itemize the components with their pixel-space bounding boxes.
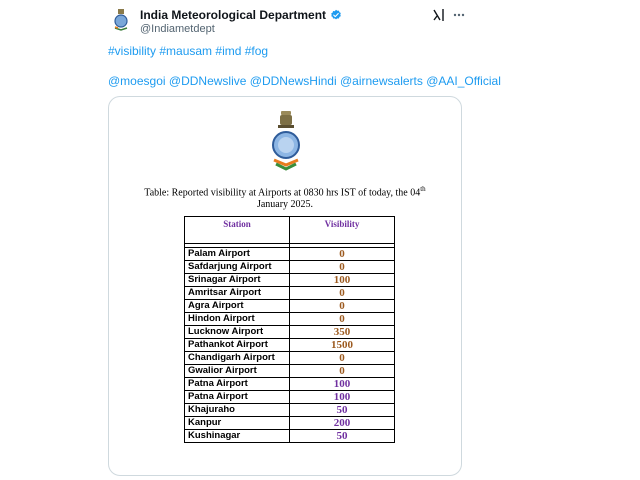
station-cell: Kushinagar: [185, 430, 290, 443]
verified-badge-icon: [330, 9, 342, 21]
mention-link[interactable]: @DDNewsHindi: [249, 74, 337, 88]
station-cell: Kanpur: [185, 417, 290, 430]
visibility-cell: 0: [290, 287, 395, 300]
visibility-cell: 100: [290, 378, 395, 391]
visibility-cell: 0: [290, 300, 395, 313]
hashtag-line: [108, 44, 268, 58]
station-cell: Hindon Airport: [185, 313, 290, 326]
table-row: [185, 430, 395, 443]
table-row: [185, 417, 395, 430]
station-cell: Agra Airport: [185, 300, 290, 313]
hashtag-link[interactable]: #mausam: [159, 44, 213, 58]
visibility-cell: 0: [290, 248, 395, 261]
visibility-cell: 1500: [290, 339, 395, 352]
visibility-cell: 0: [290, 365, 395, 378]
visibility-cell: 50: [290, 404, 395, 417]
station-cell: Khajuraho: [185, 404, 290, 417]
grok-icon[interactable]: [432, 8, 446, 22]
column-header-station: Station: [185, 217, 290, 244]
table-row: [185, 391, 395, 404]
caption-date: January 2025.: [256, 199, 314, 211]
table-row: [185, 261, 395, 274]
column-header-visibility: Visibility: [290, 217, 395, 244]
table-row: [185, 248, 395, 261]
mention-link[interactable]: @moesgoi: [108, 74, 166, 88]
table-row: [185, 378, 395, 391]
visibility-cell: 0: [290, 261, 395, 274]
tweet-image[interactable]: [108, 96, 462, 476]
hashtag-link[interactable]: #imd: [215, 44, 242, 58]
caption-text: Table: Reported visibility at Airports at 0830 hrs IST of today, the 04: [144, 187, 421, 199]
table-row: [185, 300, 395, 313]
table-caption: [125, 183, 445, 211]
visibility-cell: 100: [290, 274, 395, 287]
visibility-cell: 50: [290, 430, 395, 443]
table-row: [185, 404, 395, 417]
table-row: [185, 365, 395, 378]
station-cell: Gwalior Airport: [185, 365, 290, 378]
visibility-cell: 0: [290, 352, 395, 365]
author-handle[interactable]: @Indiametdept: [140, 23, 215, 35]
table-row: [185, 287, 395, 300]
table-row: [185, 339, 395, 352]
more-options-icon[interactable]: [452, 8, 466, 22]
station-cell: Pathankot Airport: [185, 339, 290, 352]
station-cell: Patna Airport: [185, 378, 290, 391]
visibility-cell: 200: [290, 417, 395, 430]
mention-link[interactable]: @airnewsalerts: [339, 74, 423, 88]
station-cell: Patna Airport: [185, 391, 290, 404]
station-cell: Amritsar Airport: [185, 287, 290, 300]
visibility-table: [184, 216, 395, 443]
hashtag-link[interactable]: #visibility: [108, 44, 157, 58]
mention-link[interactable]: @DDNewslive: [168, 74, 247, 88]
imd-logo-icon[interactable]: [108, 6, 134, 32]
mention-line: [108, 74, 501, 88]
visibility-cell: 350: [290, 326, 395, 339]
table-row: [185, 274, 395, 287]
hashtag-link[interactable]: #fog: [244, 44, 269, 58]
table-row: [185, 326, 395, 339]
display-name[interactable]: India Meteorological Department: [140, 8, 327, 22]
visibility-cell: 100: [290, 391, 395, 404]
station-cell: Chandigarh Airport: [185, 352, 290, 365]
table-row: [185, 313, 395, 326]
mention-link[interactable]: @AAI_Official: [426, 74, 501, 88]
caption-superscript: th: [420, 185, 426, 193]
station-cell: Lucknow Airport: [185, 326, 290, 339]
visibility-cell: 0: [290, 313, 395, 326]
imd-emblem-icon: [271, 109, 301, 173]
station-cell: Safdarjung Airport: [185, 261, 290, 274]
station-cell: Srinagar Airport: [185, 274, 290, 287]
station-cell: Palam Airport: [185, 248, 290, 261]
table-row: [185, 352, 395, 365]
author-name-row: [140, 8, 342, 22]
